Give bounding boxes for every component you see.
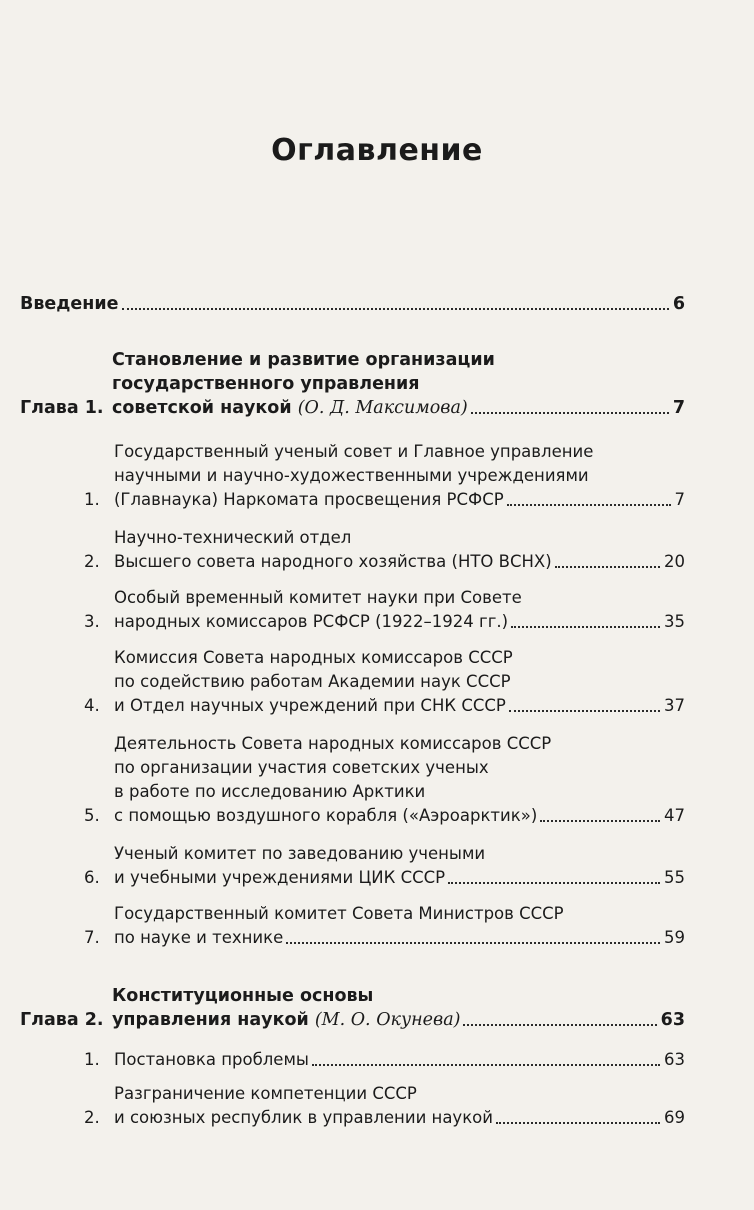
chapter-label: Глава 1. xyxy=(20,398,104,418)
entry-line: Особый временный комитет науки при Совете xyxy=(114,588,522,607)
entry-line: в работе по исследованию Арктики xyxy=(114,782,426,801)
dot-leader xyxy=(496,1121,660,1124)
entry-title: и Отдел научных учреждений при СНК СССР xyxy=(114,696,506,715)
toc-entry-chapter-1[interactable] xyxy=(20,348,685,420)
entry-title: и учебными учреждениями ЦИК СССР xyxy=(114,868,446,887)
entry-line: Ученый комитет по заведованию учеными xyxy=(114,844,486,863)
toc-entry-section-2-2[interactable] xyxy=(84,1082,685,1130)
section-number: 3. xyxy=(84,612,100,631)
dot-leader xyxy=(511,625,660,628)
page-number: 63 xyxy=(660,1010,685,1030)
toc-entry-chapter-2[interactable] xyxy=(20,984,685,1032)
entry-line: Комиссия Совета народных комиссаров СССР xyxy=(114,648,513,667)
entry-title: с помощью воздушного корабля («Аэроарктик») xyxy=(114,806,538,825)
page-number: 6 xyxy=(672,294,685,314)
dot-leader xyxy=(540,819,660,822)
toc-entry-section-1-5[interactable] xyxy=(84,732,685,828)
entry-title: народных комиссаров РСФСР (1922–1924 гг.) xyxy=(114,612,509,631)
page-number: 35 xyxy=(664,612,685,631)
chapter-label: Глава 2. xyxy=(20,1010,104,1030)
page-number: 20 xyxy=(664,552,685,571)
entry-line: по организации участия советских ученых xyxy=(114,758,489,777)
entry-title: управления наукой xyxy=(112,1010,309,1030)
page-number: 63 xyxy=(664,1050,685,1069)
page-number: 47 xyxy=(664,806,685,825)
entry-title: и союзных республик в управлении наукой xyxy=(114,1108,493,1127)
dot-leader xyxy=(122,307,669,310)
section-number: 1. xyxy=(84,490,100,509)
toc-entry-section-1-1[interactable] xyxy=(84,440,685,512)
dot-leader xyxy=(448,881,660,884)
entry-line: Государственный комитет Совета Министров СССР xyxy=(114,904,564,923)
entry-author: (М. О. Окунева) xyxy=(314,1010,461,1030)
toc-entry-section-1-6[interactable] xyxy=(84,842,685,890)
toc-entry-section-1-4[interactable] xyxy=(84,646,685,718)
dot-leader xyxy=(312,1063,660,1066)
entry-author: (О. Д. Максимова) xyxy=(297,398,468,418)
entry-line: Государственный ученый совет и Главное управление xyxy=(114,442,594,461)
toc-entry-introduction[interactable] xyxy=(20,292,685,316)
entry-line: Деятельность Совета народных комиссаров СССР xyxy=(114,734,552,753)
dot-leader xyxy=(555,565,660,568)
section-number: 1. xyxy=(84,1050,100,1069)
entry-line: Становление и развитие организации xyxy=(112,350,495,370)
toc-entry-section-1-2[interactable] xyxy=(84,526,685,574)
entry-line: Научно-технический отдел xyxy=(114,528,352,547)
dot-leader xyxy=(507,503,671,506)
toc-entry-section-1-7[interactable] xyxy=(84,902,685,950)
entry-line: государственного управления xyxy=(112,374,420,394)
section-number: 4. xyxy=(84,696,100,715)
toc-entry-section-2-1[interactable] xyxy=(84,1048,685,1072)
entry-title: Высшего совета народного хозяйства (НТО ВСНХ) xyxy=(114,552,552,571)
entry-title: Постановка проблемы xyxy=(114,1050,309,1069)
section-number: 6. xyxy=(84,868,100,887)
section-number: 2. xyxy=(84,552,100,571)
entry-line: научными и научно-художественными учреждениями xyxy=(114,466,589,485)
page-number: 69 xyxy=(664,1108,685,1127)
dot-leader xyxy=(286,941,660,944)
page-number: 55 xyxy=(664,868,685,887)
toc-entry-section-1-3[interactable] xyxy=(84,586,685,634)
section-number: 7. xyxy=(84,928,100,947)
page-number: 7 xyxy=(674,490,685,509)
page-number: 59 xyxy=(664,928,685,947)
section-number: 2. xyxy=(84,1108,100,1127)
entry-title: по науке и технике xyxy=(114,928,284,947)
page-number: 7 xyxy=(672,398,685,418)
page-title: Оглавление xyxy=(271,133,483,168)
dot-leader xyxy=(509,709,660,712)
dot-leader xyxy=(463,1023,656,1026)
entry-line: по содействию работам Академии наук СССР xyxy=(114,672,511,691)
entry-line: Конституционные основы xyxy=(112,986,374,1006)
section-number: 5. xyxy=(84,806,100,825)
dot-leader xyxy=(471,411,669,414)
page-number: 37 xyxy=(664,696,685,715)
entry-title: (Главнаука) Наркомата просвещения РСФСР xyxy=(114,490,504,509)
entry-title: Введение xyxy=(20,294,119,314)
entry-line: Разграничение компетенции СССР xyxy=(114,1084,417,1103)
entry-title: советской наукой xyxy=(112,398,292,418)
